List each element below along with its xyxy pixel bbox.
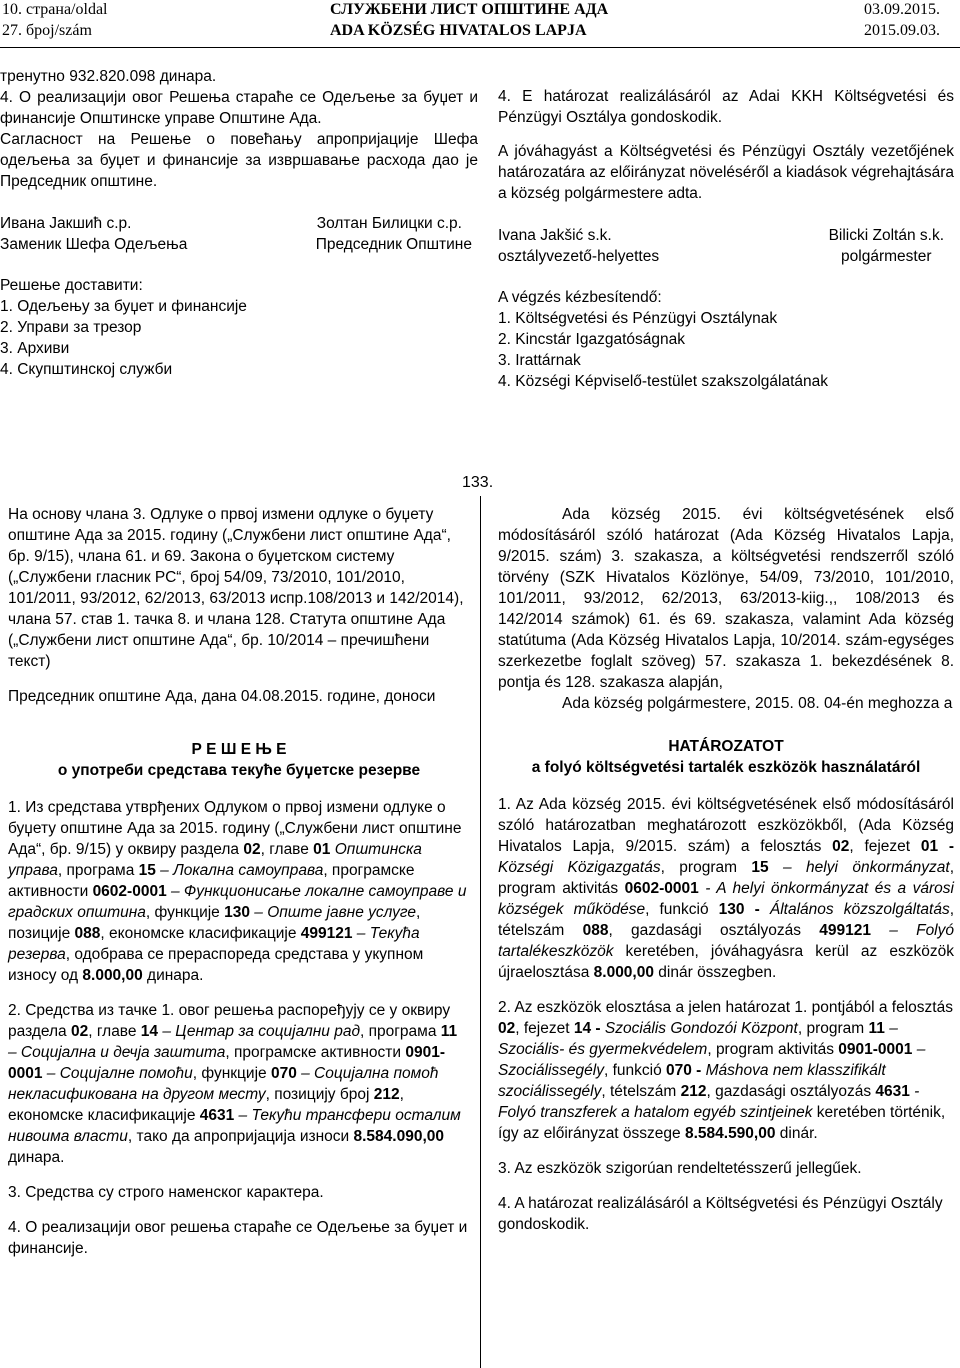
preamble: На основу члана 3. Одлуке о првој измени одлуке о буџету општине Ада за 2015. годину („Службени лист општине Ада“, бр. 9/15), члана 61. и 69. Закона о буџетском систему („Службени гласник РС“, број 54/09, 73/2010, 101/2010, 101/2011, 93/2012, 62/2013, 63/2013 испр.108/2013 и 142/2014), члана 57. став 1. тачка 8. и члана 128. Статута општине Ада („Службени лист општине Ада“, бр. 10/2014 – пречишћени текст) xyxy=(8,506,464,670)
delivery-item: 3. Irattárnak xyxy=(498,352,581,369)
decision-item-2: 2. Средства из тачке 1. овог решења распоређују се у оквиру раздела 02, главе 14 – Центар за социјални рад, програма 11 – Социјална и дечја заштита, програмске активности 0901-0001 – Социјалне помоћи, функције 070 – Социјална помоћ некласификована на другом месту, позицију број 212, економске класификације 4631 – Текући трансфери осталим нивоима власти, тако да апропријација износи 8.584.090,00 динара. xyxy=(8,1002,461,1166)
gazette-title-sr: СЛУЖБЕНИ ЛИСТ ОПШТИНЕ АДА xyxy=(330,1,609,18)
enacting-clause: Председник општине Ада, дана 04.08.2015. године, доноси xyxy=(8,688,436,705)
delivery-item: 4. Községi Képviselő-testület szakszolgálatának xyxy=(498,373,828,390)
header-divider xyxy=(0,47,960,48)
decision-title: HATÁROZATOT xyxy=(668,738,784,755)
decision-item-4: 4. A határozat realizálásáról a Költségvetési és Pénzügyi Osztály gondoskodik. xyxy=(498,1195,943,1233)
decision-item-2: 2. Az eszközök elosztása a jelen határozat 1. pontjából a felosztás 02, fejezet 14 - Szociális Gondozói Központ, program 11 – Szociális- és gyermekvédelem, program aktivitás 0901-0001 – Szociálissegély, funkció 070 - Máshova nem klasszifikált szociálissegély, tételszám 212, gazdasági osztályozás 4631 - Folyó transzferek a hatalom egyéb szintjeinek keretében történik, így az előirányzat összege 8.584.590,00 dinár. xyxy=(498,999,953,1142)
delivery-label: A végzés kézbesítendő: xyxy=(498,289,662,306)
page-header xyxy=(0,0,960,46)
signature-block xyxy=(0,213,478,255)
signatory-name: Ивана Јакшић с.р. xyxy=(0,215,132,232)
date-sr: 03.09.2015. xyxy=(864,1,940,18)
amount-line: тренутно 932.820.098 динара. xyxy=(0,68,217,85)
delivery-item: 3. Архиви xyxy=(0,340,70,357)
decision-item-4: 4. О реализацији овог решења стараће се Одељење за буџет и финансије. xyxy=(8,1219,468,1257)
signatory-title: polgármester xyxy=(841,248,932,265)
top-right-column xyxy=(498,86,954,392)
decision-subtitle: о употреби средстава текуће буџетске резерве xyxy=(57,762,421,779)
date-hu: 2015.09.03. xyxy=(864,22,940,39)
delivery-item: 2. Управи за трезор xyxy=(0,319,142,336)
paragraph: Сагласност на Решење о повећању апропријације Шефа одељења за буџет и финансије за извршавање расхода дао је Председник општине. xyxy=(0,131,478,190)
paragraph: A jóváhagyást a Költségvetési és Pénzügyi Osztály vezetőjének határozatára az előirányzat növeléséről a kiadások végrehajtására a község polgármestere adta. xyxy=(498,143,954,202)
decision-item-1: 1. Из средстава утврђених Одлуком о првој измени одлуке о буџету општине Ада за 2015. годину („Службени лист општине Ада“, бр. 9/15) у оквиру раздела 02, главе 01 Општинска управа, програма 15 – Локална самоуправа, програмске активности 0602-0001 – Функционисање локалне самоуправе и градских општина, функције 130 – Опште јавне услуге, позиције 088, економске класификације 499121 – Текућа резерва, одобрава се прераспоредa средстава у укупном износу од 8.000,00 динара. xyxy=(8,799,467,984)
page-number: 10. страна/oldal xyxy=(2,1,108,18)
paragraph: 4. О реализацији овог Решења стараће се Одељење за буџет и финансије Општинске управе Општине Ада. xyxy=(0,89,478,127)
decision-item-1: 1. Az Ada község 2015. évi költségvetésének első módosításáról szóló határozatban meghatározott eszközökből, (Ada Község Hivatalos Lapja, 9/2015. szám) a felosztás 02, fejezet 01 - Községi Közigazgatás, program 15 – helyi önkormányzat, program aktivitás 0602-0001 - A helyi önkormányzat és a városi községek működése, funkció 130 - Általános közszolgáltatás, tételszám 088, gazdasági osztályozás 499121 – Folyó tartalékeszközök keretében, jóváhagyásra kerül az eszközök újraelosztása 8.000,00 dinár összegben. xyxy=(498,796,955,981)
decision-item-3: 3. Средства су строго наменског карактера. xyxy=(8,1184,324,1201)
bottom-left-column xyxy=(8,504,470,1259)
delivery-item: 1. Одељењу за буџет и финансије xyxy=(0,298,247,315)
decision-item-3: 3. Az eszközök szigorúan rendeltetésszerű jellegűek. xyxy=(498,1160,862,1177)
delivery-item: 4. Скупштинској служби xyxy=(0,361,173,378)
delivery-label: Решење доставити: xyxy=(0,277,143,294)
column-divider xyxy=(480,496,481,1368)
bottom-right-column xyxy=(498,504,954,1235)
gazette-title-hu: ADA KÖZSÉG HIVATALOS LAPJA xyxy=(330,22,587,39)
signatory-name: Золтан Билицки с.р. xyxy=(316,215,462,232)
signatory-title: Председник Општине xyxy=(315,236,472,253)
decision-title: Р Е Ш Е Њ Е xyxy=(191,741,287,758)
delivery-item: 2. Kincstár Igazgatóságnak xyxy=(498,331,685,348)
preamble: Ada község 2015. évi költségvetésének első módosításáról szóló határozat (Ada Község Hivatalos Lapja, 9/2015. szám) 3. szakasza, a költségvetési rendszerről szóló törvény (SZK Hivatalos Közlönye, 54/09, 73/2010, 101/2010, 101/2011, 93/2012, 62/2013, 63/2013-kiig.,, 108/2013 és 142/2014 számok) 61. és 69. szakasza, valamint Ada község statútuma (Ada Község Hivatalos Lapja, 10/2014. szám-egységes szerkezetbe foglalt szöveg) 57. szakasza 1. bekezdésének 8. pontja és 128. szakasza alapján, xyxy=(498,506,954,691)
decision-subtitle: a folyó költségvetési tartalék eszközök használatáról xyxy=(531,759,921,776)
enacting-clause: Ada község polgármestere, 2015. 08. 04-én meghozza a xyxy=(562,695,953,712)
signatory-name: Ivana Jakšić s.k. xyxy=(498,227,612,244)
delivery-item: 1. Költségvetési és Pénzügyi Osztálynak xyxy=(498,310,778,327)
top-left-column xyxy=(0,66,478,380)
signatory-title: Заменик Шефа Одељења xyxy=(0,236,188,253)
document-number: 133. xyxy=(462,474,494,491)
signatory-name: Bilicki Zoltán s.k. xyxy=(828,227,944,244)
signatory-title: osztályvezető-helyettes xyxy=(498,248,660,265)
signature-block xyxy=(498,225,954,267)
paragraph: 4. E határozat realizálásáról az Adai KKH Költségvetési és Pénzügyi Osztálya gondoskodik. xyxy=(498,88,954,126)
issue-number: 27. број/szám xyxy=(2,22,92,39)
